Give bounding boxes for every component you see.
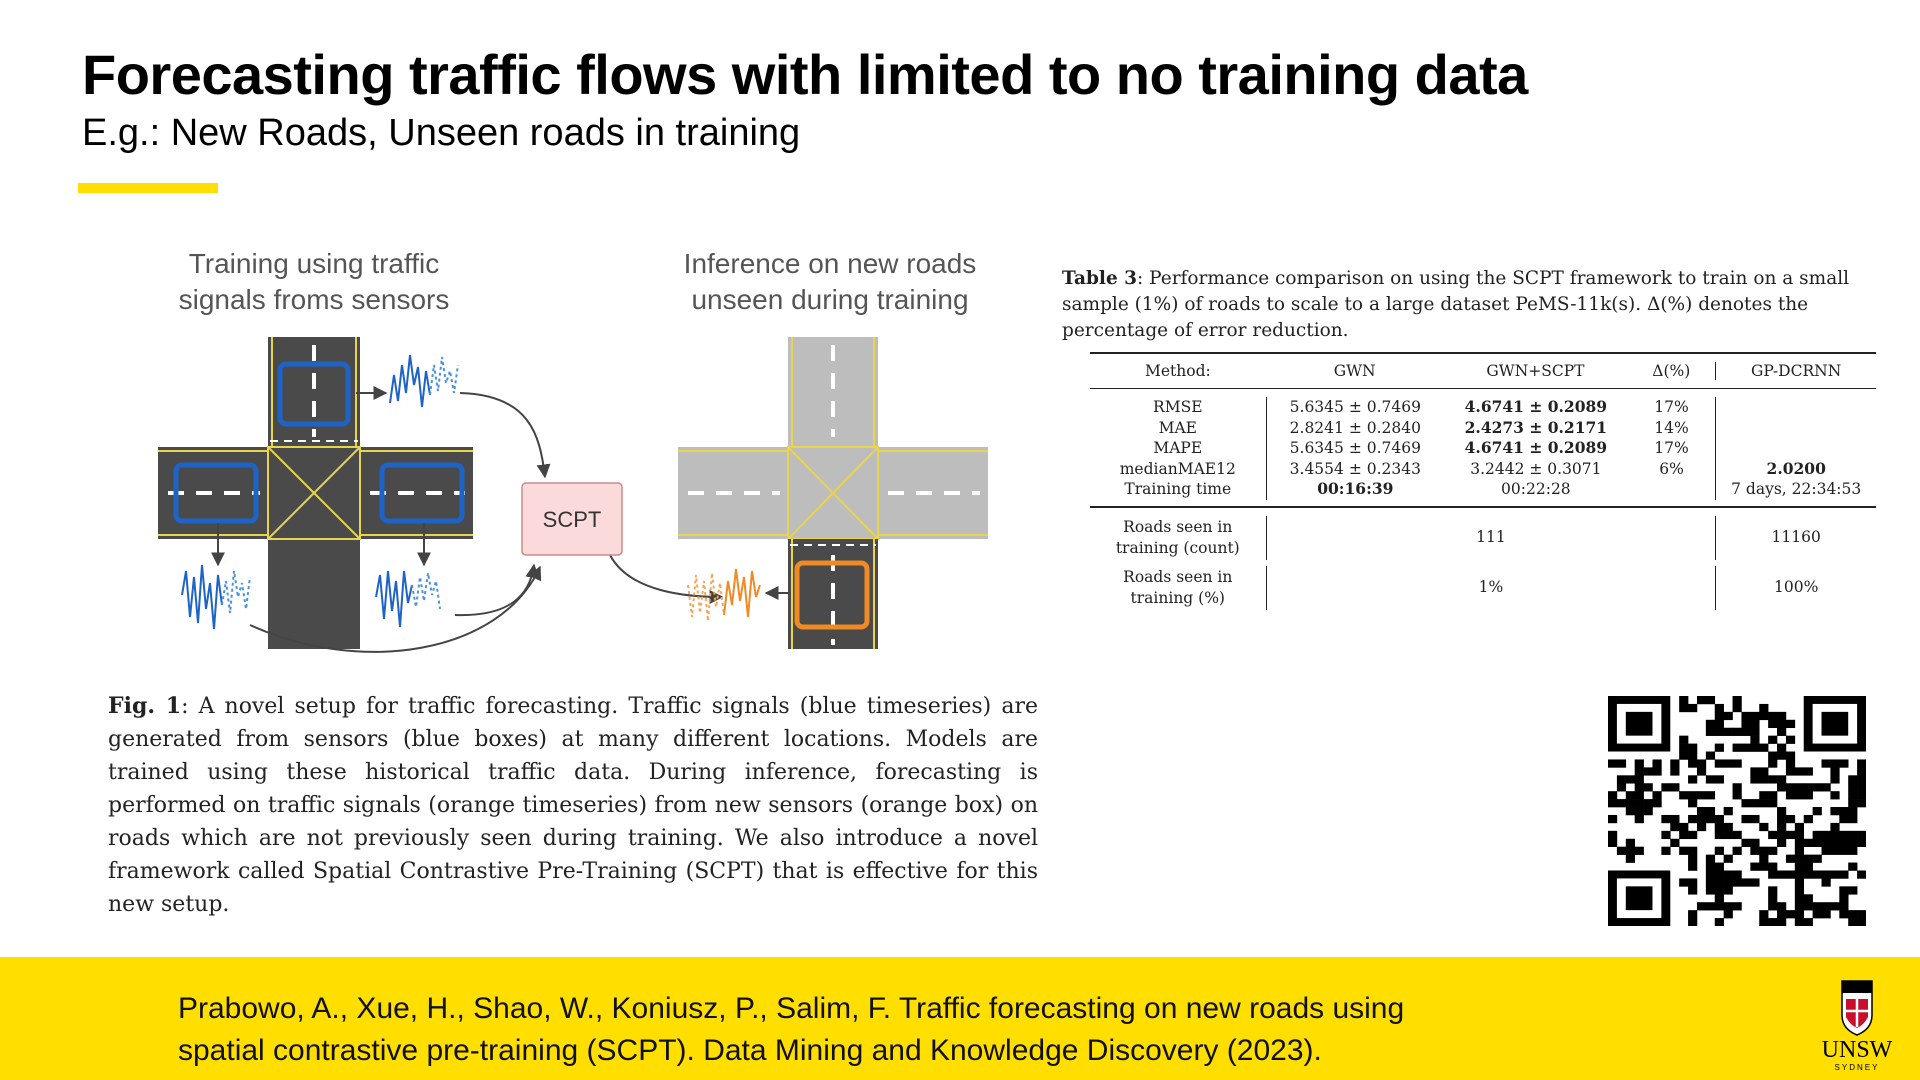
roads-seen-pct-gp: 100% [1774, 578, 1819, 597]
header-gwn-scpt: GWN+SCPT [1486, 362, 1585, 380]
gwn-rmse: 5.6345 ± 0.7469 [1289, 398, 1421, 416]
gwn-mae: 2.8241 ± 0.2840 [1289, 418, 1421, 437]
crest-chief [1842, 981, 1872, 993]
reference-line1: Prabowo, A., Xue, H., Shao, W., Koniusz, P., Salim, F. Traffic forecasting on new roads using [178, 992, 1405, 1025]
scpt-median-mae12: 3.2442 ± 0.3071 [1470, 459, 1602, 478]
figure-caption [108, 690, 1038, 921]
gwn-training-time: 00:16:39 [1317, 479, 1394, 498]
unsw-logo-subtext: SYDNEY [1834, 1063, 1880, 1072]
metric-mae: MAE [1158, 418, 1197, 437]
gwn-mape: 5.6345 ± 0.7469 [1289, 439, 1421, 457]
header-delta: Δ(%) [1627, 362, 1716, 380]
table-caption-text: : Performance comparison on using the SCPT framework to train on a small sample (1%) of roads to scale to a large dataset PeMS-11k(s). Δ(%) denotes the percentage of error reduction. [1062, 268, 1850, 341]
scpt-box-label: SCPT [542, 507, 602, 532]
orange-timeseries [688, 569, 760, 621]
performance-table [1090, 352, 1876, 610]
roads-seen-count-label-line1: Roads seen in [1123, 518, 1233, 536]
delta-mape: 17% [1654, 439, 1689, 457]
roads-seen-pct-label [1090, 566, 1267, 610]
header-gp-dcrnn: GP-DCRNN [1750, 362, 1842, 380]
gwn-scpt-column [1444, 397, 1628, 500]
left-heading-line1: Training using traffic [188, 248, 440, 279]
metric-median-mae12: medianMAE12 [1119, 459, 1236, 478]
gp-mape [1716, 438, 1876, 459]
roads-seen-pct-label-line2: training (%) [1130, 588, 1225, 607]
gwn-median-mae12: 3.4554 ± 0.2343 [1289, 459, 1421, 478]
metric-training-time: Training time [1124, 480, 1232, 498]
right-heading-line1: Inference on new roads [683, 248, 977, 279]
delta-rmse: 17% [1654, 398, 1689, 416]
gp-median-mae12: 2.0200 [1766, 458, 1826, 478]
roads-seen-pct-shared: 1% [1478, 578, 1504, 597]
table-caption-label: Table 3 [1062, 268, 1138, 289]
qr-code-icon[interactable] [1608, 696, 1866, 926]
roads-seen-count-shared: 111 [1476, 528, 1506, 547]
unsw-logo [1812, 977, 1902, 1073]
metric-column [1090, 397, 1267, 500]
roads-seen-pct-shared-cell [1267, 566, 1717, 610]
gp-mae [1716, 418, 1876, 439]
slide-title: Forecasting traffic flows with limited to no training data [82, 43, 1528, 106]
roads-seen-count-label-line2: training (count) [1115, 538, 1240, 557]
table-metrics-block [1090, 389, 1876, 506]
unsw-logo-text: UNSW [1821, 1037, 1893, 1063]
delta-mae: 14% [1654, 418, 1689, 437]
delta-median-mae12: 6% [1659, 459, 1684, 478]
delta-training-time [1628, 479, 1716, 500]
header-gwn: GWN [1333, 362, 1376, 380]
roads-seen-count-label [1090, 516, 1267, 560]
roads-seen-count-gp: 11160 [1771, 528, 1821, 547]
table-caption [1062, 266, 1910, 344]
reference-line2: spatial contrastive pre-training (SCPT). Data Mining and Knowledge Discovery (2023). [178, 1034, 1322, 1067]
gwn-column [1267, 397, 1445, 500]
scpt-mape: 4.6741 ± 0.2089 [1464, 438, 1608, 457]
roads-seen-pct-row [1090, 560, 1876, 610]
table-header-row [1090, 354, 1876, 388]
slide-subtitle: E.g.: New Roads, Unseen roads in training [82, 112, 801, 154]
scpt-mae: 2.4273 ± 0.2171 [1464, 417, 1608, 437]
figure-caption-text: : A novel setup for traffic forecasting. Traffic signals (blue timeseries) are generated from sensors (blue boxes) at many different locations. Models are trained using these historical traffic data. During inference, forecasting is performed on traffic signals (orange timeseries) from new sensors (orange box) on roads which are not previously seen during training. We also introduce a novel framework called Spatial Contrastive Pre-Training (SCPT) that is effective for this new setup. [108, 694, 1038, 917]
footer-bar [0, 957, 1920, 1080]
accent-bar [78, 183, 218, 193]
reference-citation [178, 988, 1404, 1072]
figure-caption-label: Fig. 1 [108, 693, 182, 719]
left-heading-line2: signals froms sensors [178, 284, 450, 315]
roads-seen-count-gp-cell [1716, 516, 1876, 560]
scpt-rmse: 4.6741 ± 0.2089 [1464, 397, 1608, 416]
gp-rmse [1716, 397, 1876, 418]
traffic-setup-figure [120, 225, 1010, 665]
roads-seen-count-shared-cell [1267, 516, 1717, 560]
header-method: Method: [1145, 362, 1211, 380]
roads-seen-pct-gp-cell [1716, 566, 1876, 610]
right-heading-line2: unseen during training [691, 284, 969, 315]
metric-rmse: RMSE [1153, 398, 1203, 416]
roads-seen-count-row [1090, 508, 1876, 560]
gp-training-time: 7 days, 22:34:53 [1731, 480, 1862, 498]
roads-seen-pct-label-line1: Roads seen in [1123, 568, 1233, 586]
scpt-training-time: 00:22:28 [1501, 480, 1571, 498]
gp-dcrnn-column [1716, 397, 1876, 500]
metric-mape: MAPE [1153, 439, 1203, 457]
delta-column [1628, 397, 1717, 500]
